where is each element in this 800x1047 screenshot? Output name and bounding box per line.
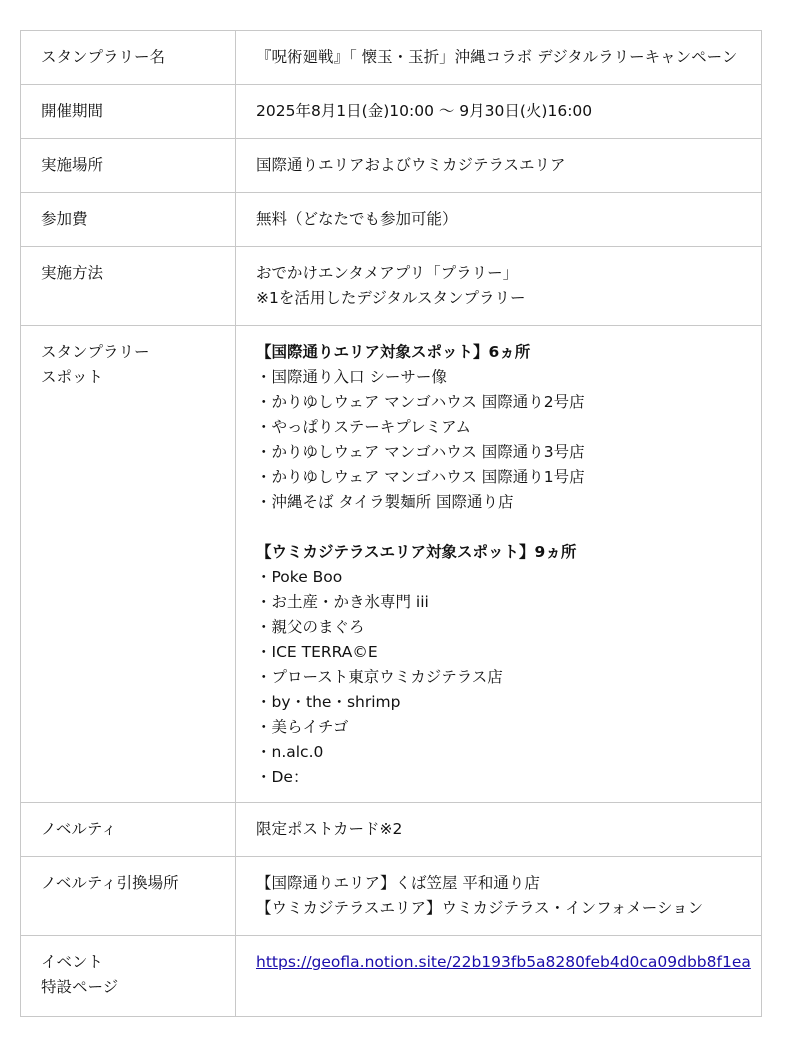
value-spots [236,326,762,803]
spot-list-item: ・プロースト東京ウミカジテラス店 [256,668,503,686]
method-line: おでかけエンタメアプリ「プラリー」 [256,264,519,282]
spot-list-item: ・親父のまぐろ [256,618,365,636]
value-venue [236,139,762,193]
spot-list-item: ・国際通り入口 シーサー像 [256,368,447,386]
info-table-container [20,30,762,1017]
spot-list-item: ・かりゆしウェア マンゴハウス 国際通り1号店 [256,468,585,486]
spot-list-item: ・De： [256,768,309,786]
value-exchange [236,857,762,936]
event-label-line: イベント [41,953,104,971]
umikaji-area-heading: 【ウミカジテラスエリア対象スポット】9ヵ所 [256,543,577,561]
label-event-page [21,936,236,1017]
row-exchange [21,857,762,936]
campaign-info-table [20,30,762,1017]
kokusai-area-heading: 【国際通りエリア対象スポット】6ヵ所 [256,343,531,361]
label-stamp-rally-name: スタンプラリー名 [21,31,236,85]
row-spots [21,326,762,803]
value-novelty [236,803,762,857]
event-page-link[interactable]: https://geofla.notion.site/22b193fb5a8280feb4d0ca09dbb8f1ea [256,953,751,971]
spot-list-item: ・沖縄そば タイラ製麺所 国際通り店 [256,493,514,511]
spot-list-item: ・n.alc.0 [256,743,324,761]
event-label-line: 特設ページ [41,978,119,996]
row-method [21,247,762,326]
novelty-text: 限定ポストカード※2 [256,820,403,838]
spot-list-item: ・美らイチゴ [256,718,349,736]
section-spacer [256,515,751,540]
spots-label-line: スタンプラリー [41,343,150,361]
row-event-page [21,936,762,1017]
spot-list-item: ・かりゆしウェア マンゴハウス 国際通り2号店 [256,393,585,411]
exchange-line: 【国際通りエリア】くば笠屋 平和通り店 [256,874,540,892]
row-fee [21,193,762,247]
label-period: 開催期間 [21,85,236,139]
row-stamp-rally-name [21,31,762,85]
spot-list-item: ・お土産・かき氷専門 iii [256,593,429,611]
spot-list-item: ・Poke Boo [256,568,343,586]
label-fee: 参加費 [21,193,236,247]
label-exchange: ノベルティ引換場所 [21,857,236,936]
row-period [21,85,762,139]
period-text: 2025年8月1日(金)10:00 ～ 9月30日(火)16:00 [256,102,593,120]
spots-label-line: スポット [41,368,104,386]
value-fee [236,193,762,247]
value-stamp-rally-name [236,31,762,85]
row-venue [21,139,762,193]
spot-list-item: ・かりゆしウェア マンゴハウス 国際通り3号店 [256,443,585,461]
row-novelty [21,803,762,857]
exchange-line: 【ウミカジテラスエリア】ウミカジテラス・インフォメーション [256,899,704,917]
campaign-title-text: 『呪術廻戦』「 懐玉・玉折」沖縄コラボ デジタルラリーキャンペーン [256,48,738,66]
method-line: ※1を活用したデジタルスタンプラリー [256,289,526,307]
venue-text: 国際通りエリアおよびウミカジテラスエリア [256,156,566,174]
value-method [236,247,762,326]
spot-list-item: ・ICE TERRA©E [256,643,378,661]
value-event-page [236,936,762,1017]
value-period [236,85,762,139]
label-novelty: ノベルティ [21,803,236,857]
spot-list-item: ・やっぱりステーキプレミアム [256,418,471,436]
spot-list-item: ・by・the・shrimp [256,693,401,711]
label-method: 実施方法 [21,247,236,326]
label-spots [21,326,236,803]
section-spacer [256,975,751,1000]
label-venue: 実施場所 [21,139,236,193]
fee-text: 無料（どなたでも参加可能） [256,210,458,228]
